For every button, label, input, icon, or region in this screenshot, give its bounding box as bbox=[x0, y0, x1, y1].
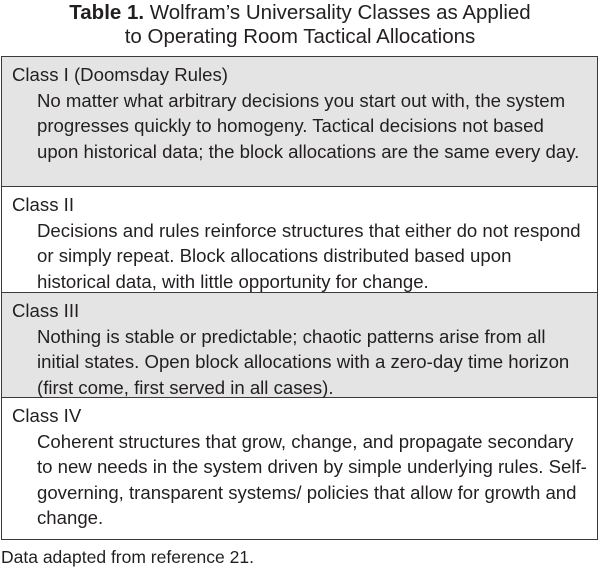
class-name: Class III bbox=[12, 300, 80, 321]
class-name: Class I (Doomsday Rules) bbox=[12, 64, 228, 85]
class-name: Class II bbox=[12, 194, 74, 215]
table-title bbox=[0, 1, 600, 49]
class-description: No matter what arbitrary decisions you start out with, the system progresses quickly to homogeny. Tactical decisions not based upon historical data; the block allocations are the same every day. bbox=[37, 89, 580, 162]
class-description: Decisions and rules reinforce structures that either do not respond or simply repeat. Block allocations distributed based upon historical data, with little opportunity for change. bbox=[37, 219, 581, 292]
table-title-line-2: to Operating Room Tactical Allocations bbox=[124, 25, 476, 48]
class-name: Class IV bbox=[12, 405, 82, 426]
universality-classes-table bbox=[1, 56, 598, 540]
table-title-text-1: Wolfram’s Universality Classes as Applied bbox=[149, 1, 531, 24]
table-title-label: Table 1. bbox=[69, 1, 145, 24]
table-row bbox=[2, 293, 597, 398]
class-description: Nothing is stable or predictable; chaotic patterns arise from all initial states. Open block allocations with a zero-day time horizon (first come, first served in all cases). bbox=[37, 325, 570, 398]
table-row bbox=[2, 187, 597, 293]
table-row bbox=[2, 398, 597, 539]
table-footnote: Data adapted from reference 21. bbox=[1, 547, 254, 567]
table-title-line-1 bbox=[0, 1, 600, 25]
table-row bbox=[2, 57, 597, 187]
class-description: Coherent structures that grow, change, and propagate secondary to new needs in the system driven by simple underlying rules. Self-governing, transparent systems/ policies that allow for growth and change. bbox=[37, 430, 587, 528]
